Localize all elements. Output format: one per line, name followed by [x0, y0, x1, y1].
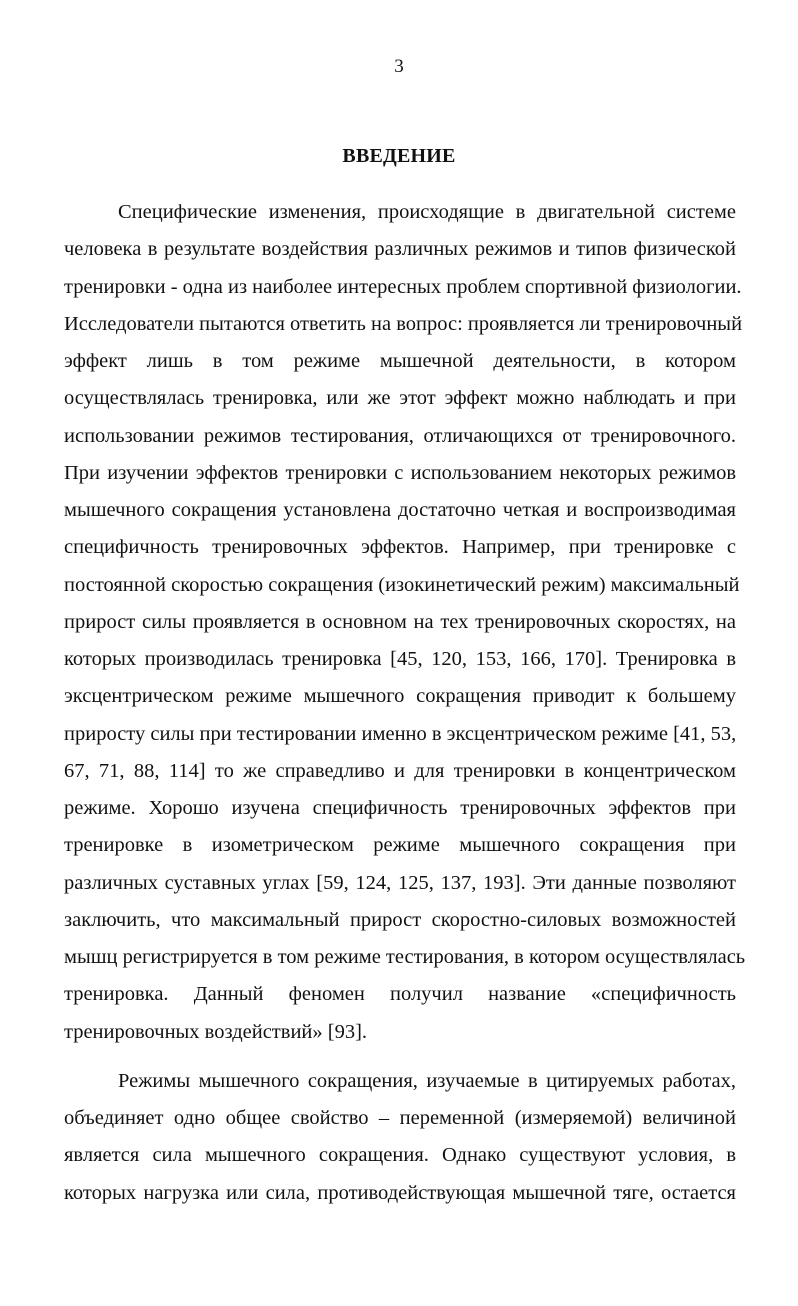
- text-line: которых производилась тренировка [45, 120, 153, 166, 170]. Тренировка в: [64, 648, 736, 670]
- text-line: прирост силы проявляется в основном на тех тренировочных скоростях, на: [64, 610, 736, 633]
- text-line: эффект лишь в том режиме мышечной деятельности, в котором: [64, 350, 736, 372]
- text-line: осуществлялась тренировка, или же этот эффект можно наблюдать и при: [64, 387, 736, 410]
- text-line: является сила мышечного сокращения. Однако существуют условия, в: [64, 1144, 736, 1167]
- text-line: При изучении эффектов тренировки с использованием некоторых режимов: [64, 461, 736, 484]
- text-line: заключить, что максимальный прирост скоростно-силовых возможностей: [64, 908, 736, 931]
- text-line: Исследователи пытаются ответить на вопрос: проявляется ли тренировочный: [64, 312, 743, 335]
- text-line: эксцентрическом режиме мышечного сокращения приводит к большему: [64, 685, 736, 708]
- text-line: человека в результате воздействия различных режимов и типов физической: [64, 238, 736, 261]
- text-line: использовании режимов тестирования, отличающихся от тренировочного.: [64, 424, 736, 447]
- text-line: тренировки - одна из наиболее интересных проблем спортивной физиологии.: [64, 275, 742, 298]
- text-line: тренировке в изометрическом режиме мышечного сокращения при: [64, 834, 736, 857]
- text-line: мышц регистрируется в том режиме тестирования, в котором осуществлялась: [64, 946, 746, 968]
- paragraph-2: [64, 1065, 736, 1214]
- text-line: объединяет одно общее свойство – переменной (измеряемой) величиной: [64, 1107, 736, 1129]
- text-line: тренировка. Данный феномен получил название «специфичность: [64, 983, 736, 1006]
- text-line: Режимы мышечного сокращения, изучаемые в цитируемых работах,: [118, 1069, 736, 1092]
- text-line: различных суставных углах [59, 124, 125, 137, 193]. Эти данные позволяют: [64, 871, 736, 894]
- body-text: [64, 196, 746, 1214]
- text-line: приросту силы при тестировании именно в эксцентрическом режиме [41, 53,: [64, 722, 737, 745]
- text-line: режиме. Хорошо изучена специфичность тренировочных эффектов при: [64, 797, 736, 819]
- text-line: Специфические изменения, происходящие в двигательной системе: [118, 201, 736, 223]
- text-line: мышечного сокращения установлена достаточно четкая и воспроизводимая: [64, 499, 736, 521]
- text-line: специфичность тренировочных эффектов. Например, при тренировке с: [64, 536, 736, 559]
- text-line: которых нагрузка или сила, противодействующая мышечной тяге, остается: [64, 1181, 736, 1204]
- section-heading: ВВЕДЕНИЕ: [342, 145, 456, 167]
- text-line: 67, 71, 88, 114] то же справедливо и для тренировки в концентрическом: [64, 759, 736, 782]
- text-line: тренировочных воздействий» [93].: [64, 1020, 368, 1043]
- page-number: 3: [394, 56, 404, 77]
- paragraph-1: [64, 196, 746, 1053]
- text-line: постоянной скоростью сокращения (изокинетический режим) максимальный: [64, 573, 740, 596]
